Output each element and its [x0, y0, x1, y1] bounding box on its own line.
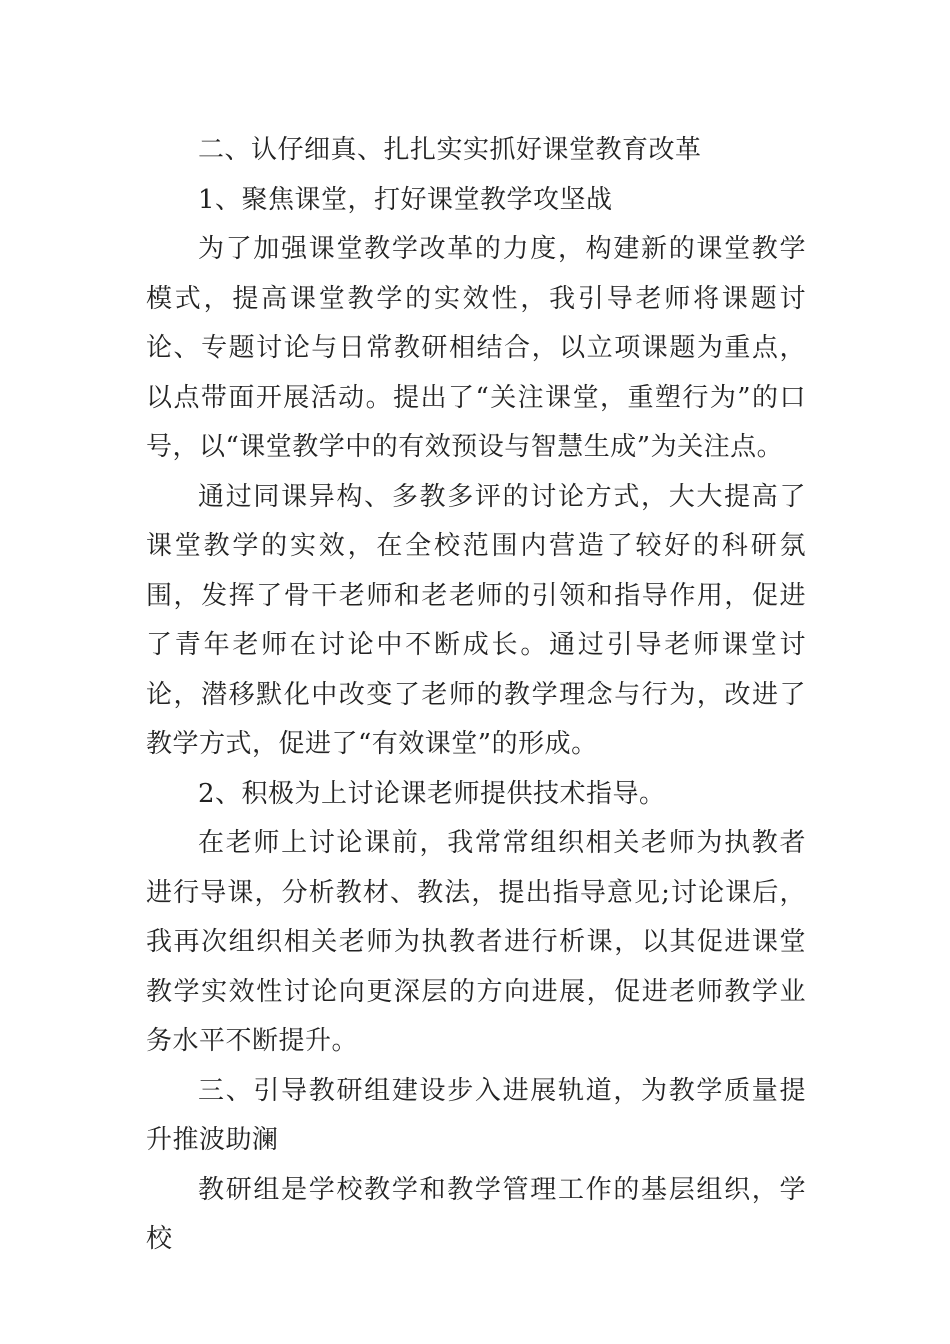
document-body — [146, 126, 806, 1265]
section-heading-2: 二、认仔细真、扎扎实实抓好课堂教育改革 — [198, 135, 702, 165]
paragraph-same-lesson-methods: 通过同课异构、多教多评的讨论方式，大大提高了课堂教学的实效，在全校范围内营造了较好的科研氛围，发挥了骨干老师和老老师的引领和指导作用，促进了青年老师在讨论中不断成长。通过引导老师课堂讨论，潜移默化中改变了老师的教学理念与行为，改进了教学方式，促进了“有效课堂”的形成。 — [146, 481, 806, 759]
section-heading-3: 三、引导教研组建设步入进展轨道，为教学质量提升推波助澜 — [146, 1075, 806, 1155]
paragraph-lesson-guidance: 在老师上讨论课前，我常常组织相关老师为执教者进行导课，分析教材、教法，提出指导意见;讨论课后，我再次组织相关老师为执教者进行析课，以其促进课堂教学实效性讨论向更深层的方向进展，促进老师教学业务水平不断提升。 — [146, 828, 806, 1056]
paragraph-classroom-reform: 为了加强课堂教学改革的力度，构建新的课堂教学模式，提高课堂教学的实效性，我引导老师将课题讨论、专题讨论与日常教研相结合，以立项课题为重点，以点带面开展活动。提出了“关注课堂，重塑行为”的口号，以“课堂教学中的有效预设与智慧生成”为关注点。 — [146, 234, 806, 462]
subheading-focus-classroom: 1、聚焦课堂，打好课堂教学攻坚战 — [198, 184, 613, 215]
subheading-technical-guidance: 2、积极为上讨论课老师提供技术指导。 — [198, 778, 666, 809]
paragraph-research-group: 教研组是学校教学和教学管理工作的基层组织，学校 — [146, 1174, 806, 1254]
